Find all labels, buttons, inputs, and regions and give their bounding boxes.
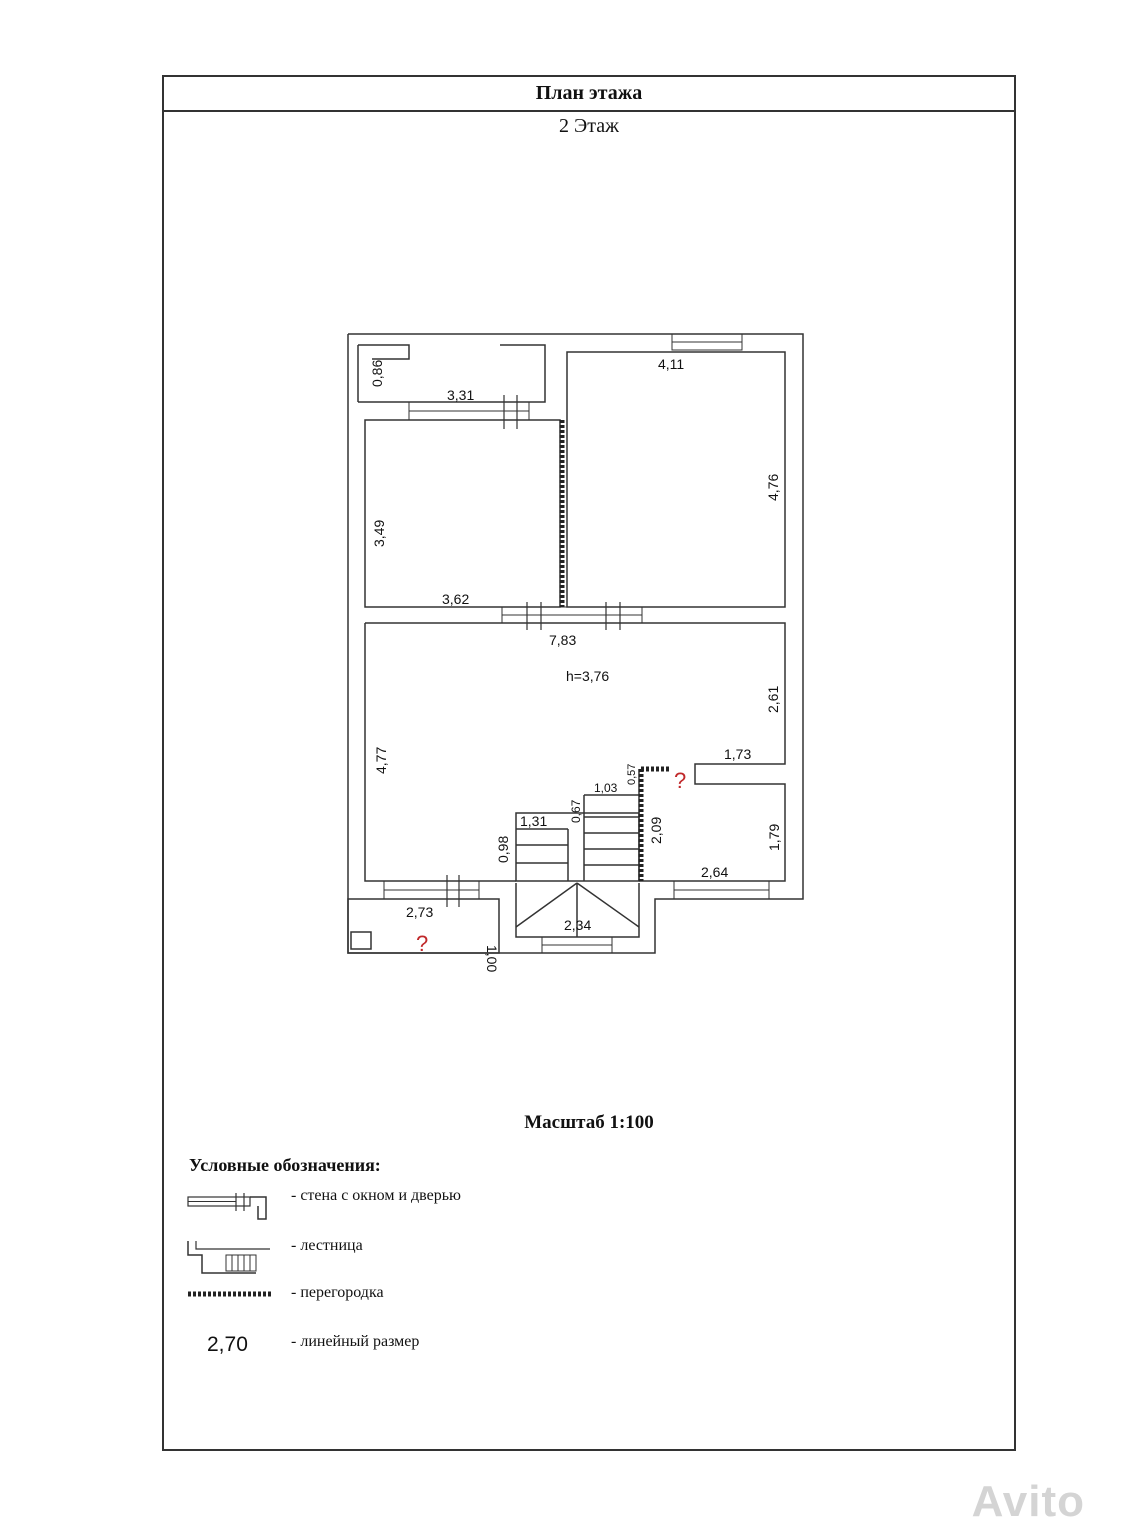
- dim-1-31: 1,31: [520, 813, 548, 829]
- dim-1-03: 1,03: [594, 781, 618, 795]
- floor-label: 2 Этаж: [559, 115, 619, 137]
- dim-0-86: 0,86: [369, 359, 385, 387]
- page-title: План этажа: [164, 77, 1014, 112]
- dim-2-61: 2,61: [765, 685, 781, 713]
- door-marks: [447, 395, 620, 907]
- dim-1-79: 1,79: [766, 823, 782, 851]
- legend-dimension-label: - линейный размер: [291, 1333, 420, 1350]
- dim-4-11: 4,11: [658, 356, 685, 372]
- dim-3-49: 3,49: [371, 519, 387, 547]
- drawing-sheet: [162, 75, 1016, 1451]
- dim-1-00: 1,00: [484, 945, 500, 973]
- dim-0-98: 0,98: [495, 835, 511, 863]
- question-mark-loggia: ?: [416, 931, 429, 956]
- scale-label: Масштаб 1:100: [524, 1112, 654, 1133]
- dim-0-57: 0,57: [626, 763, 638, 785]
- legend-stair-label: - лестница: [291, 1237, 363, 1254]
- dim-7-83: 7,83: [549, 632, 577, 648]
- dimension-labels: [369, 356, 782, 972]
- dim-2-09: 2,09: [648, 816, 664, 844]
- legend-partition-label: - перегородка: [291, 1284, 384, 1301]
- floor-plan: [164, 77, 1014, 1077]
- legend-title: Условные обозначения:: [189, 1155, 381, 1175]
- dim-2-34: 2,34: [564, 917, 592, 933]
- wall-window-door-icon: [186, 1189, 276, 1223]
- dim-3-62: 3,62: [442, 591, 470, 607]
- dim-2-64: 2,64: [701, 864, 729, 880]
- dim-4-76: 4,76: [765, 473, 781, 501]
- watermark-logo: Avito: [971, 1477, 1085, 1526]
- dim-3-31: 3,31: [447, 387, 475, 403]
- ceiling-height: h=3,76: [566, 668, 610, 684]
- legend-dimension-sample: 2,70: [207, 1333, 248, 1356]
- question-mark-hall: ?: [674, 768, 687, 793]
- dim-4-77: 4,77: [373, 746, 389, 774]
- dim-2-73: 2,73: [406, 904, 434, 920]
- dim-1-73: 1,73: [724, 746, 752, 762]
- stair-icon: [186, 1237, 276, 1277]
- dim-0-67: 0,67: [569, 799, 583, 823]
- partition-icon: [186, 1287, 276, 1301]
- windows: [384, 334, 769, 953]
- legend-wall-label: - стена с окном и дверью: [291, 1187, 461, 1204]
